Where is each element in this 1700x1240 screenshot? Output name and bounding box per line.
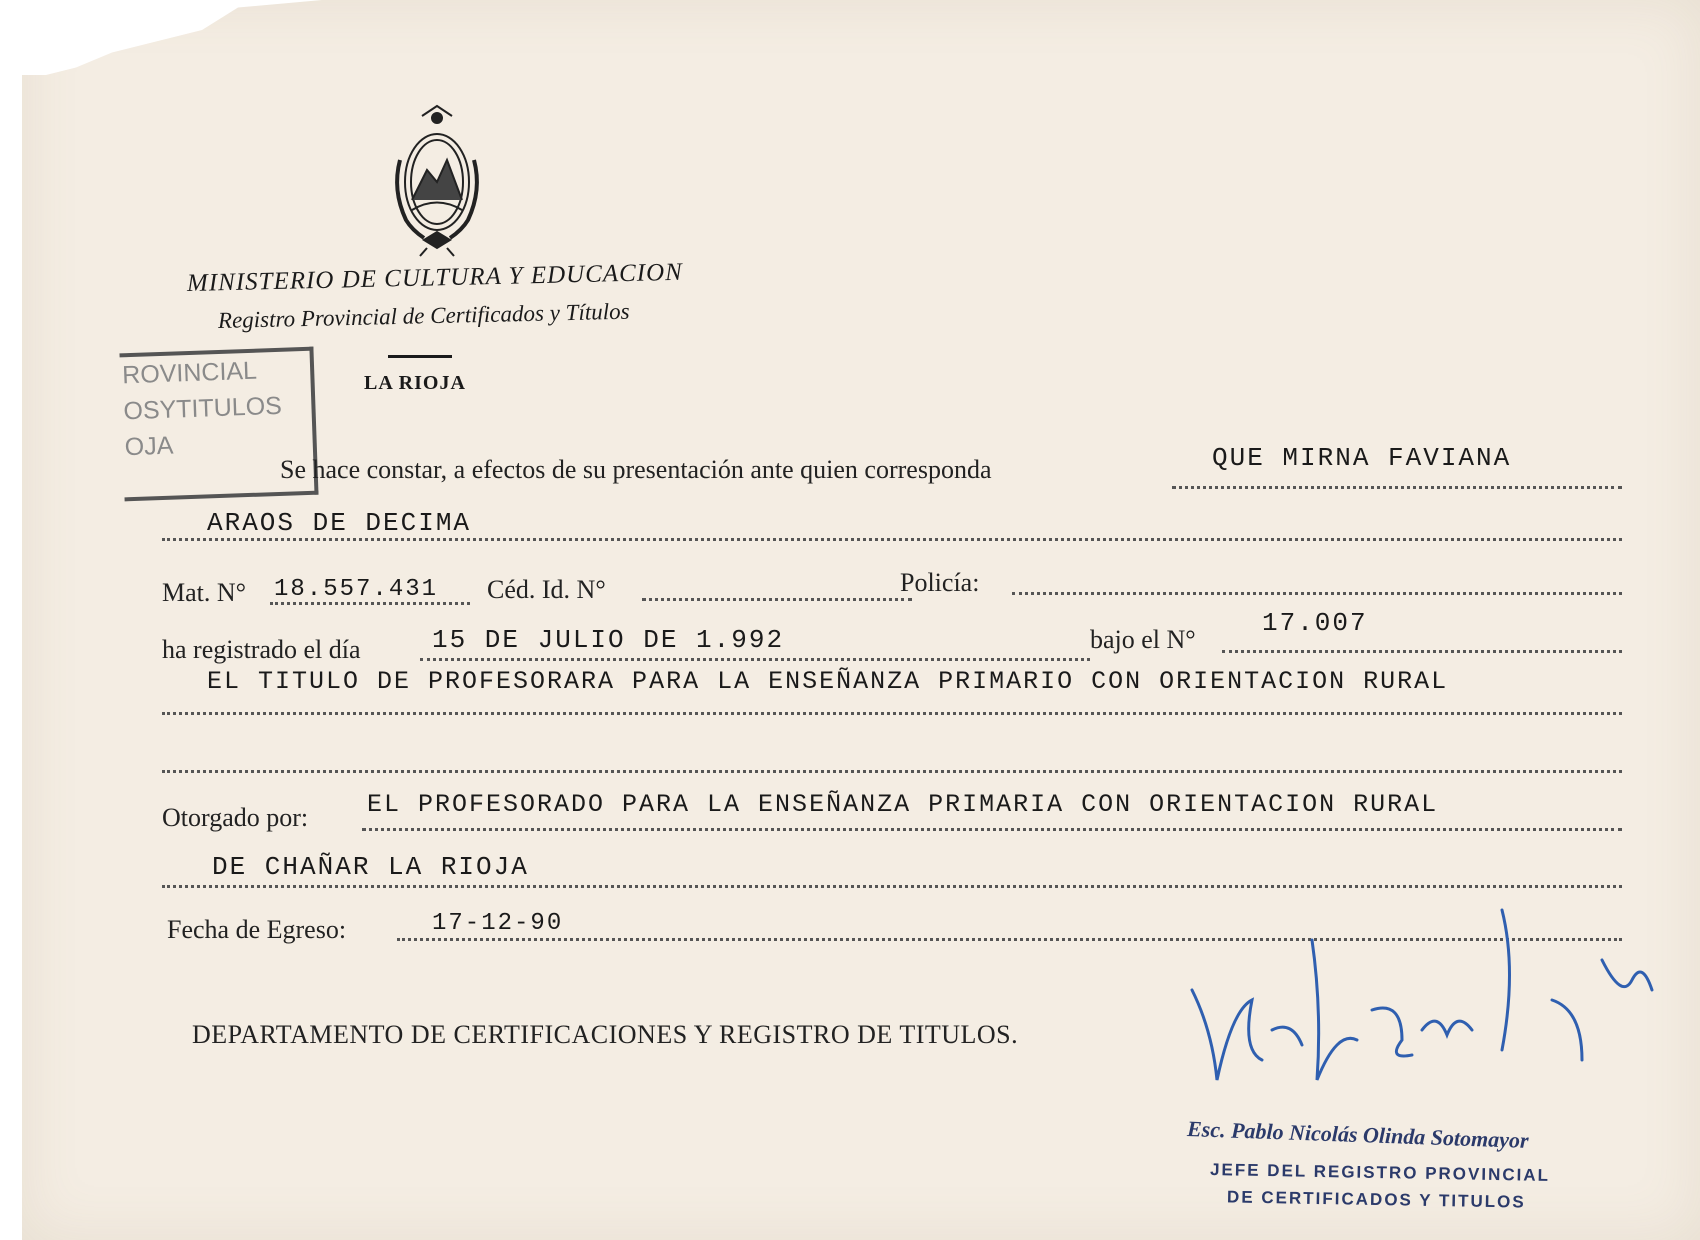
- torn-corner: [22, 0, 322, 75]
- otorgado-label: Otorgado por:: [162, 803, 309, 832]
- ministry-title: MINISTERIO DE CULTURA Y EDUCACION: [186, 258, 684, 297]
- title-dots: [162, 712, 1622, 715]
- header-divider: [388, 355, 452, 358]
- registry-subtitle: Registro Provincial de Certificados y Títulos: [217, 298, 630, 333]
- intro-dots: [1172, 486, 1622, 489]
- otorgado-dots: [362, 828, 1622, 831]
- stamp-line-2: OSYTITULOS: [123, 391, 283, 426]
- ced-label: Céd. Id. N°: [487, 575, 606, 604]
- name-part-2: ARAOS DE DECIMA: [207, 508, 472, 538]
- stamp-line-3: OJA: [124, 431, 174, 462]
- stamp-line-1: ROVINCIAL: [121, 356, 258, 390]
- mat-label: Mat. N°: [162, 578, 247, 607]
- bajo-value: 17.007: [1262, 608, 1368, 638]
- title-value: EL TITULO DE PROFESORARA PARA LA ENSEÑANZA PRIMARIO CON ORIENTACION RURAL: [207, 667, 1449, 696]
- signer-name: Esc. Pablo Nicolás Olinda Sotomayor: [1186, 1116, 1529, 1153]
- bajo-dots: [1222, 650, 1622, 653]
- policia-dots: [1012, 592, 1622, 595]
- egreso-label: Fecha de Egreso:: [167, 915, 347, 944]
- ced-dots: [642, 598, 912, 601]
- blank-dots: [162, 770, 1622, 773]
- name-dots: [162, 538, 1622, 541]
- registered-date: 15 DE JULIO DE 1.992: [432, 625, 785, 655]
- signature-icon: [1172, 880, 1672, 1140]
- name-part-1: QUE MIRNA FAVIANA: [1212, 443, 1512, 473]
- signer-role-2: DE CERTIFICADOS Y TITULOS: [1226, 1187, 1526, 1212]
- egreso-value: 17-12-90: [432, 910, 564, 937]
- mat-value: 18.557.431: [274, 576, 439, 603]
- registered-dots: [420, 658, 1090, 661]
- document-sheet: [22, 0, 1700, 1240]
- signer-role-1: JEFE DEL REGISTRO PROVINCIAL: [1209, 1160, 1551, 1185]
- province-label: LA RIOJA: [364, 372, 466, 394]
- intro-label: Se hace constar, a efectos de su presentación ante quien corresponda: [280, 455, 992, 484]
- registered-label: ha registrado el día: [162, 635, 361, 664]
- bajo-label: bajo el N°: [1090, 625, 1196, 654]
- coat-of-arms-icon: [382, 100, 492, 260]
- otorgado-line-1: EL PROFESORADO PARA LA ENSEÑANZA PRIMARIA CON ORIENTACION RURAL: [367, 790, 1439, 819]
- policia-label: Policía:: [900, 568, 980, 597]
- otorgado-line-2: DE CHAÑAR LA RIOJA: [212, 852, 529, 882]
- department-label: DEPARTAMENTO DE CERTIFICACIONES Y REGISTRO DE TITULOS.: [192, 1020, 1019, 1049]
